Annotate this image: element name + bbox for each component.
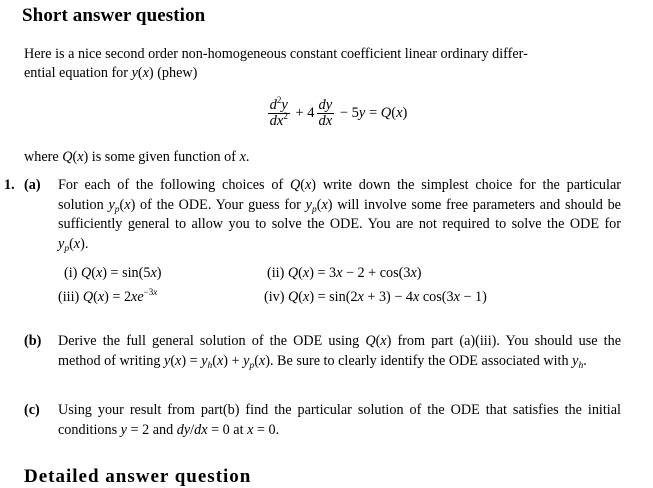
- where-line: where Q(x) is some given function of x.: [24, 149, 250, 165]
- choice-iii: (iii) $Q(x) = 2xe^{-3x}$: [58, 287, 158, 305]
- intro-line-1: Here is a nice second order non-homogeneous constant coefficient linear ordinary differ-: [24, 46, 528, 62]
- second-derivative-fraction: $\frac{d^2y}{dx^2}$: [269, 95, 288, 129]
- part-b-text: Derive the full general solution of the ODE using Q(x) from part (a)(iii). You should use the method of writing $y(x) = y_h(x) + y_p(x)$. Be sure to clearly identify the ODE associated with $y_h$.: [58, 333, 621, 371]
- part-b-label: (b): [24, 333, 42, 349]
- part-c-text: Using your result from part(b) find the particular solution of the ODE that satisfies the initial conditions y = 2 and dy/dx = 0 at x = 0.: [58, 402, 621, 438]
- intro-paragraph: [24, 45, 624, 83]
- part-c-label: (c): [24, 402, 40, 418]
- next-section-heading-partial: Detailed answer question: [24, 466, 252, 487]
- choice-iv: (iv) Q(x) = sin(2x + 3) − 4x cos(3x − 1): [264, 289, 487, 305]
- section-heading: Short answer question: [22, 5, 206, 26]
- choice-i: (i) Q(x) = sin(5x): [64, 265, 162, 281]
- intro-line-2: ential equation for y(x) (phew): [24, 65, 198, 81]
- ode-equation: $\frac{d^2y}{dx^2}$ + 4 $\frac{dy}{dx}$ − 5y = Q(x): [269, 95, 408, 129]
- choice-ii: (ii) Q(x) = 3x − 2 + cos(3x): [267, 265, 422, 281]
- part-a-label: (a): [24, 177, 41, 193]
- part-a-text: For each of the following choices of Q(x) write down the simplest choice for the particular solution $y_p(x)$ of the ODE. Your guess for $y_p(x)$ will involve some free parameters and should be sufficiently general to allow you to solve the ODE. You are not required to solve the ODE for $y_p(x)$.: [58, 177, 621, 254]
- question-number: 1.: [4, 177, 15, 193]
- first-derivative-fraction: $\frac{dy}{dx}$: [318, 97, 333, 129]
